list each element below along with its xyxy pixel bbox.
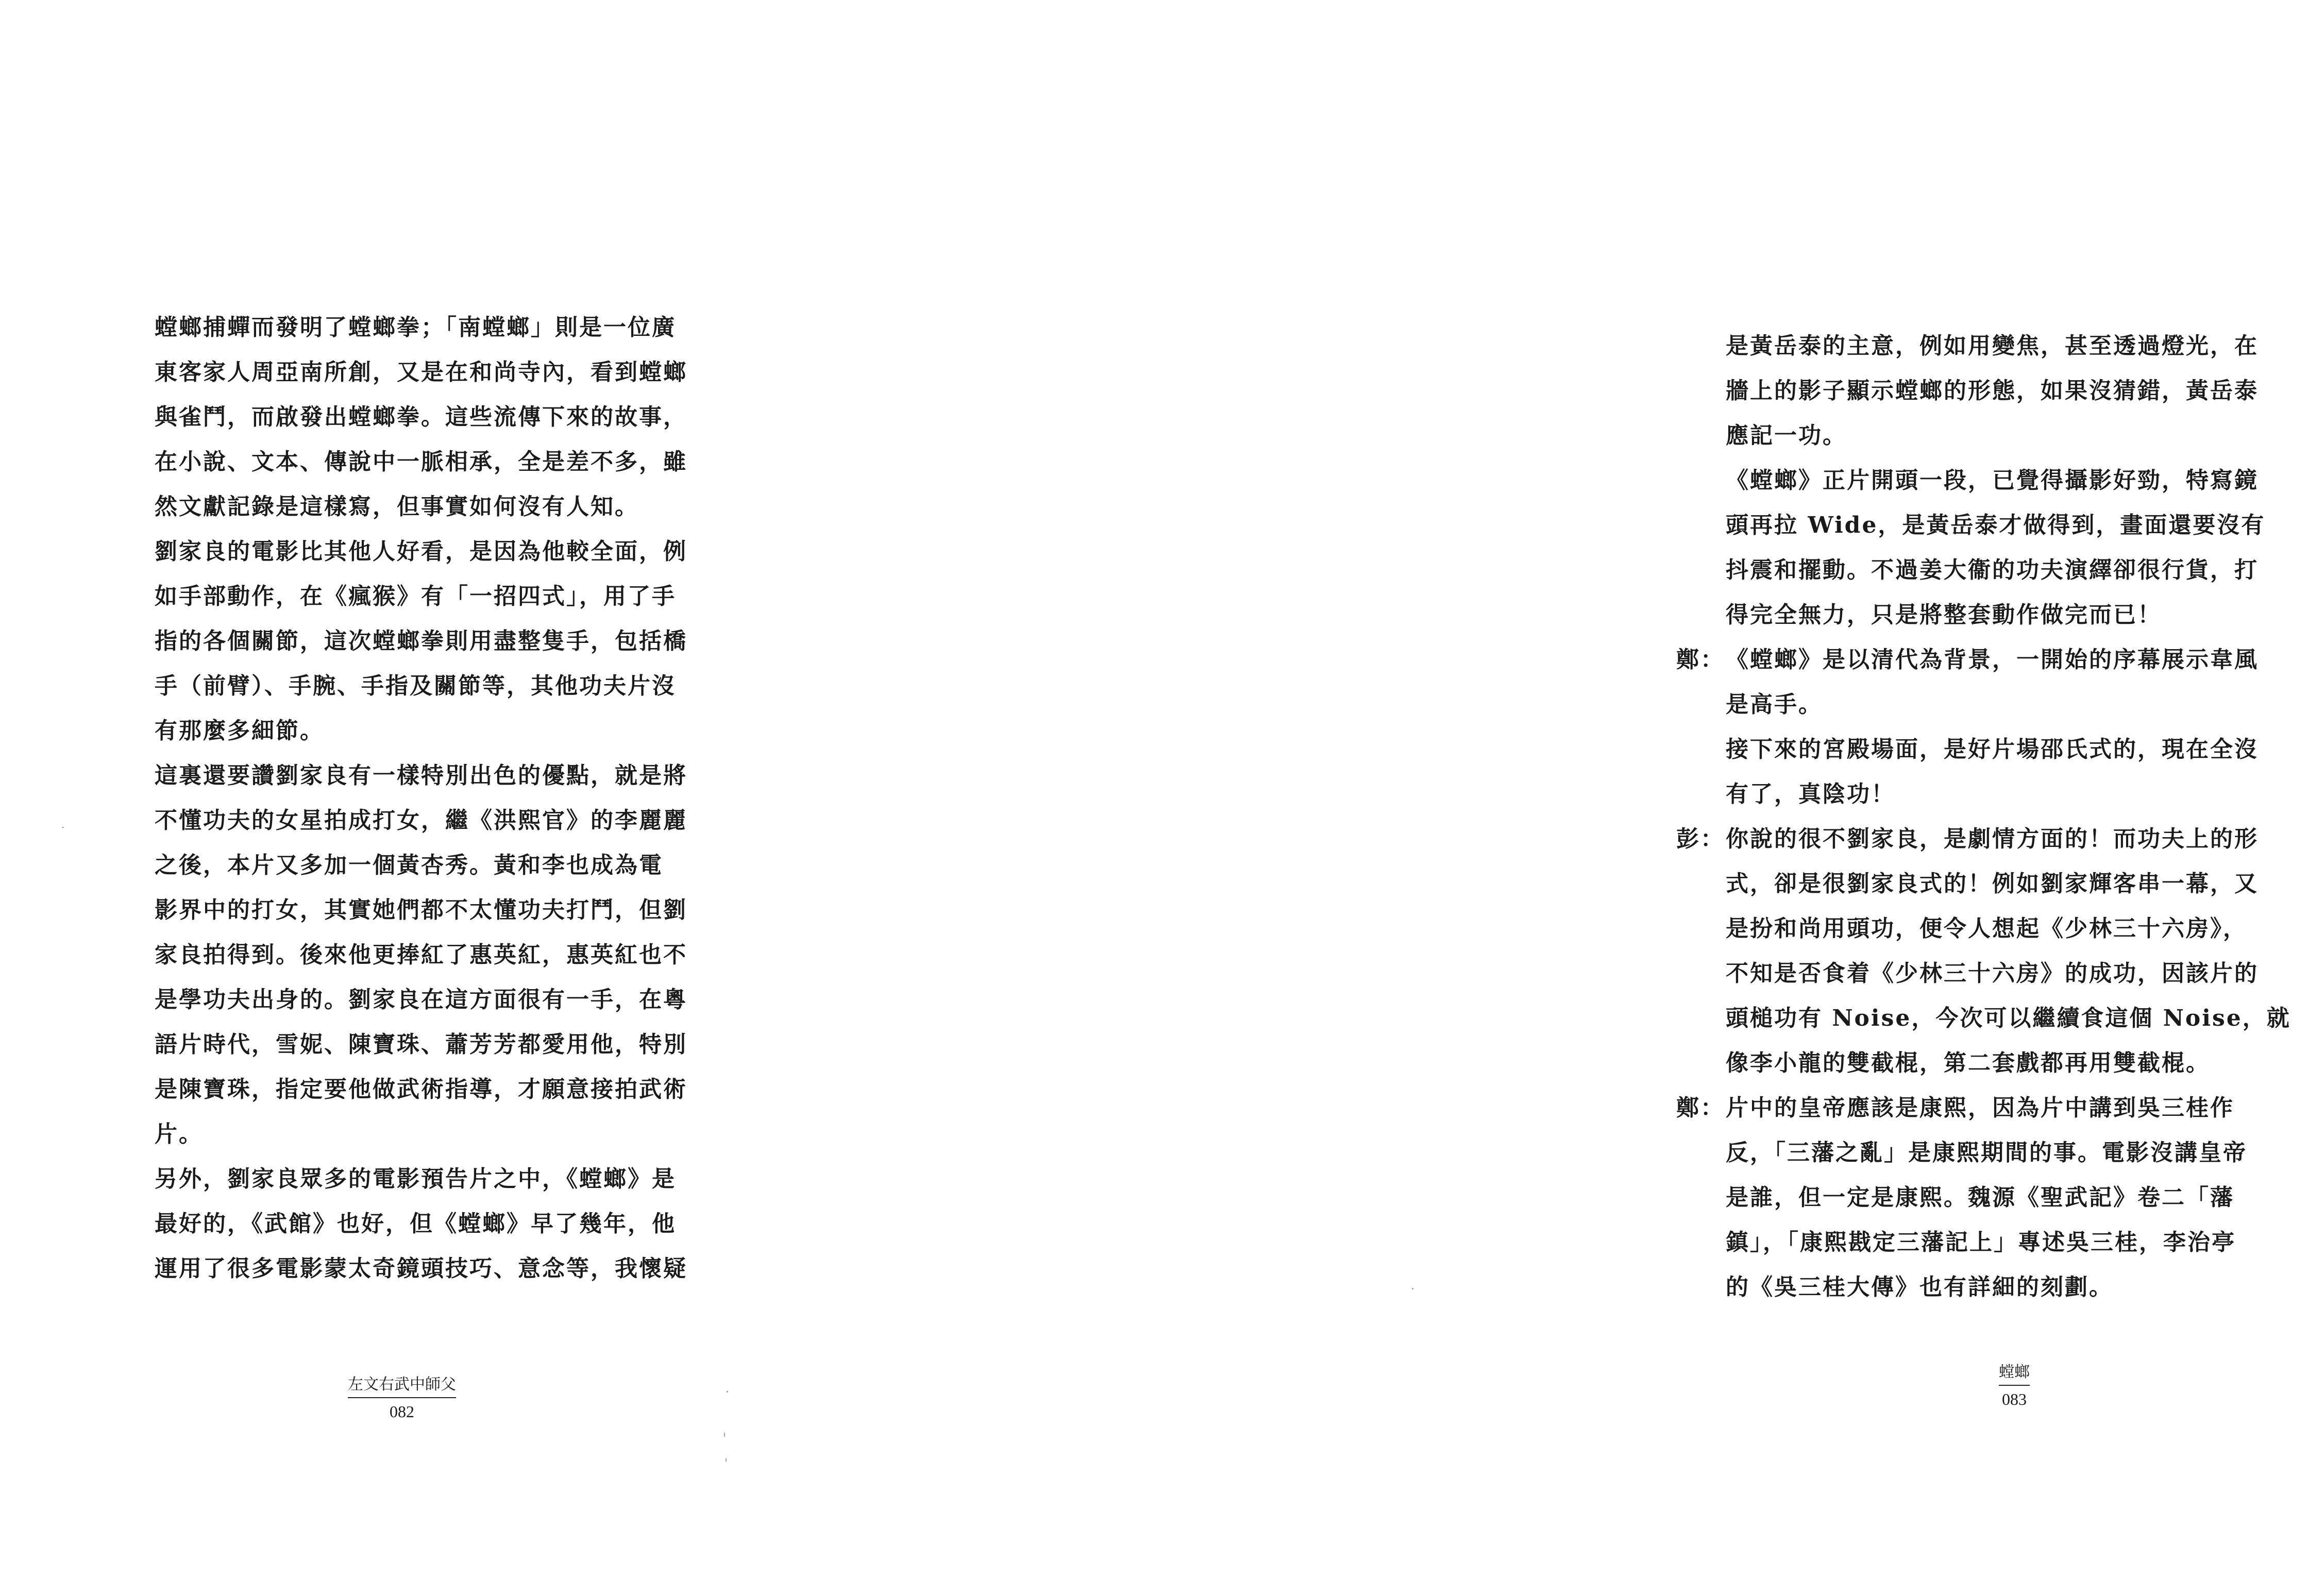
dialogue-line	[1726, 413, 2308, 458]
speaker-label: 鄭：	[1676, 647, 1725, 673]
text-line: 接下來的宮殿場面，是好片場邵氏式的，現在全沒	[1726, 736, 2259, 762]
text-line: 《螳螂》是以清代為背景，一開始的序幕展示韋風	[1726, 647, 2259, 673]
dialogue-line	[1726, 592, 2308, 637]
scan-speck	[726, 1458, 727, 1462]
book-title: 左文右武中師父	[348, 1371, 456, 1398]
text-line: 如手部動作，在《瘋猴》有「一招四式」，用了手	[155, 583, 676, 609]
text-line: 反，「三藩之亂」是康熙期間的事。電影沒講皇帝	[1726, 1140, 2247, 1166]
text-line: 是黃岳泰的主意，例如用變焦，甚至透過燈光，在	[1726, 333, 2259, 359]
left-page	[0, 0, 798, 1596]
text-line: 不懂功夫的女星拍成打女，繼《洪熙官》的李麗麗	[155, 807, 687, 834]
text-line: 牆上的影子顯示螳螂的形態，如果沒猜錯，黃岳泰	[1726, 378, 2259, 404]
text-line: 有那麼多細節。	[155, 718, 324, 744]
left-page-body	[155, 305, 701, 1291]
dialogue-line	[1726, 503, 2308, 548]
text-line: 運用了很多電影蒙太奇鏡頭技巧、意念等，我懷疑	[155, 1255, 687, 1282]
dialogue-line	[1676, 817, 2308, 861]
chapter-title: 螳螂	[1999, 1359, 2030, 1386]
text-line: 式，卻是很劉家良式的！例如劉家輝客串一幕，又	[1726, 871, 2259, 897]
scan-speck	[724, 1432, 725, 1437]
speaker-label: 鄭：	[1676, 1095, 1725, 1121]
text-line: 抖震和擺動。不過姜大衞的功夫演繹卻很行貨，打	[1726, 557, 2259, 583]
text-line: 片中的皇帝應該是康熙，因為片中講到吳三桂作	[1726, 1095, 2234, 1121]
dialogue-line	[1726, 1130, 2308, 1175]
text-line: 是誰，但一定是康熙。魏源《聖武記》卷二「藩	[1726, 1184, 2234, 1211]
text-line: 最好的，《武館》也好，但《螳螂》早了幾年，他	[155, 1211, 676, 1237]
text-line: 片。	[155, 1121, 203, 1147]
text-line: 語片時代，雪妮、陳寶珠、蕭芳芳都愛用他，特別	[155, 1031, 687, 1058]
text-line: 家良拍得到。後來他更捧紅了惠英紅，惠英紅也不	[155, 942, 687, 968]
text-line: 你說的很不劉家良，是劇情方面的！而功夫上的形	[1726, 826, 2259, 852]
text-line: 螳螂捕蟬而發明了螳螂拳；「南螳螂」則是一位廣	[155, 314, 676, 341]
text-line: 頭槌功有 Noise，今次可以繼續食這個 Noise，就	[1726, 1005, 2291, 1031]
dialogue-line	[1726, 996, 2308, 1041]
dialogue-line	[1726, 368, 2308, 413]
text-line: 另外，劉家良眾多的電影預告片之中，《螳螂》是	[155, 1166, 676, 1192]
text-line: 是學功夫出身的。劉家良在這方面很有一手，在粵	[155, 987, 687, 1013]
text-line: 是扮和尚用頭功，便令人想起《少林三十六房》，	[1726, 915, 2247, 942]
dialogue-line	[1726, 1175, 2308, 1220]
text-line: 在小說、文本、傳說中一脈相承，全是差不多，雖	[155, 449, 687, 475]
dialogue-line	[1676, 637, 2308, 682]
dialogue-line	[1726, 1041, 2308, 1085]
left-page-footer	[330, 1371, 474, 1421]
text-line: 之後，本片又多加一個黃杏秀。黃和李也成為電	[155, 852, 663, 878]
text-line: 指的各個關節，這次螳螂拳則用盡整隻手，包括橋	[155, 628, 687, 654]
dialogue-line	[1726, 324, 2308, 368]
dialogue-line	[1726, 1265, 2308, 1310]
dialogue-line	[1726, 906, 2308, 951]
text-line: 有了，真陰功！	[1726, 781, 1895, 807]
dialogue-line	[1726, 772, 2308, 817]
dialogue-line	[1726, 682, 2308, 727]
text-line: 不知是否食着《少林三十六房》的成功，因該片的	[1726, 960, 2259, 987]
text-line: 手（前臂）、手腕、手指及關節等，其他功夫片沒	[155, 673, 676, 699]
text-line: 是高手。	[1726, 691, 1823, 718]
dialogue-line	[1726, 458, 2308, 503]
text-line: 劉家良的電影比其他人好看，是因為他較全面，例	[155, 538, 687, 565]
scan-speck	[1412, 1288, 1413, 1289]
right-page	[798, 0, 2291, 1596]
dialogue-line	[1726, 861, 2308, 906]
dialogue-line	[1726, 1220, 2308, 1265]
speaker-label: 彭：	[1676, 826, 1725, 852]
text-line: 應記一功。	[1726, 422, 1847, 449]
text-line: 然文獻記錄是這樣寫，但事實如何沒有人知。	[155, 494, 639, 520]
dialogue-line	[1726, 548, 2308, 592]
page-number: 082	[390, 1402, 414, 1421]
text-line: 得完全無力，只是將整套動作做完而已！	[1726, 602, 2162, 628]
text-line: 鎮」，「康熙戡定三藩記上」專述吳三桂，李治亭	[1726, 1229, 2236, 1255]
dialogue-line	[1726, 727, 2308, 772]
text-line: 影界中的打女，其實她們都不太懂功夫打鬥，但劉	[155, 897, 687, 923]
text-line: 東客家人周亞南所創，又是在和尚寺內，看到螳螂	[155, 359, 687, 385]
text-line: 頭再拉 Wide，是黃岳泰才做得到，畫面還要沒有	[1726, 512, 2266, 538]
page-number: 083	[2002, 1390, 2027, 1408]
right-page-body	[1676, 324, 2308, 1310]
text-line: 《螳螂》正片開頭一段，已覺得攝影好勁，特寫鏡	[1726, 467, 2259, 494]
text-line: 與雀鬥，而啟發出螳螂拳。這些流傳下來的故事，	[155, 404, 687, 430]
text-line: 的《吳三桂大傳》也有詳細的刻劃。	[1726, 1274, 2113, 1300]
text-line: 這裏還要讚劉家良有一樣特別出色的優點，就是將	[155, 762, 687, 789]
right-page-footer	[1983, 1359, 2045, 1409]
dialogue-line	[1726, 951, 2308, 996]
text-line: 像李小龍的雙截棍，第二套戲都再用雙截棍。	[1726, 1050, 2210, 1076]
scan-speck	[62, 827, 64, 828]
scan-speck	[727, 1391, 728, 1393]
dialogue-line	[1676, 1085, 2308, 1130]
text-line: 是陳寶珠，指定要他做武術指導，才願意接拍武術	[155, 1076, 687, 1102]
